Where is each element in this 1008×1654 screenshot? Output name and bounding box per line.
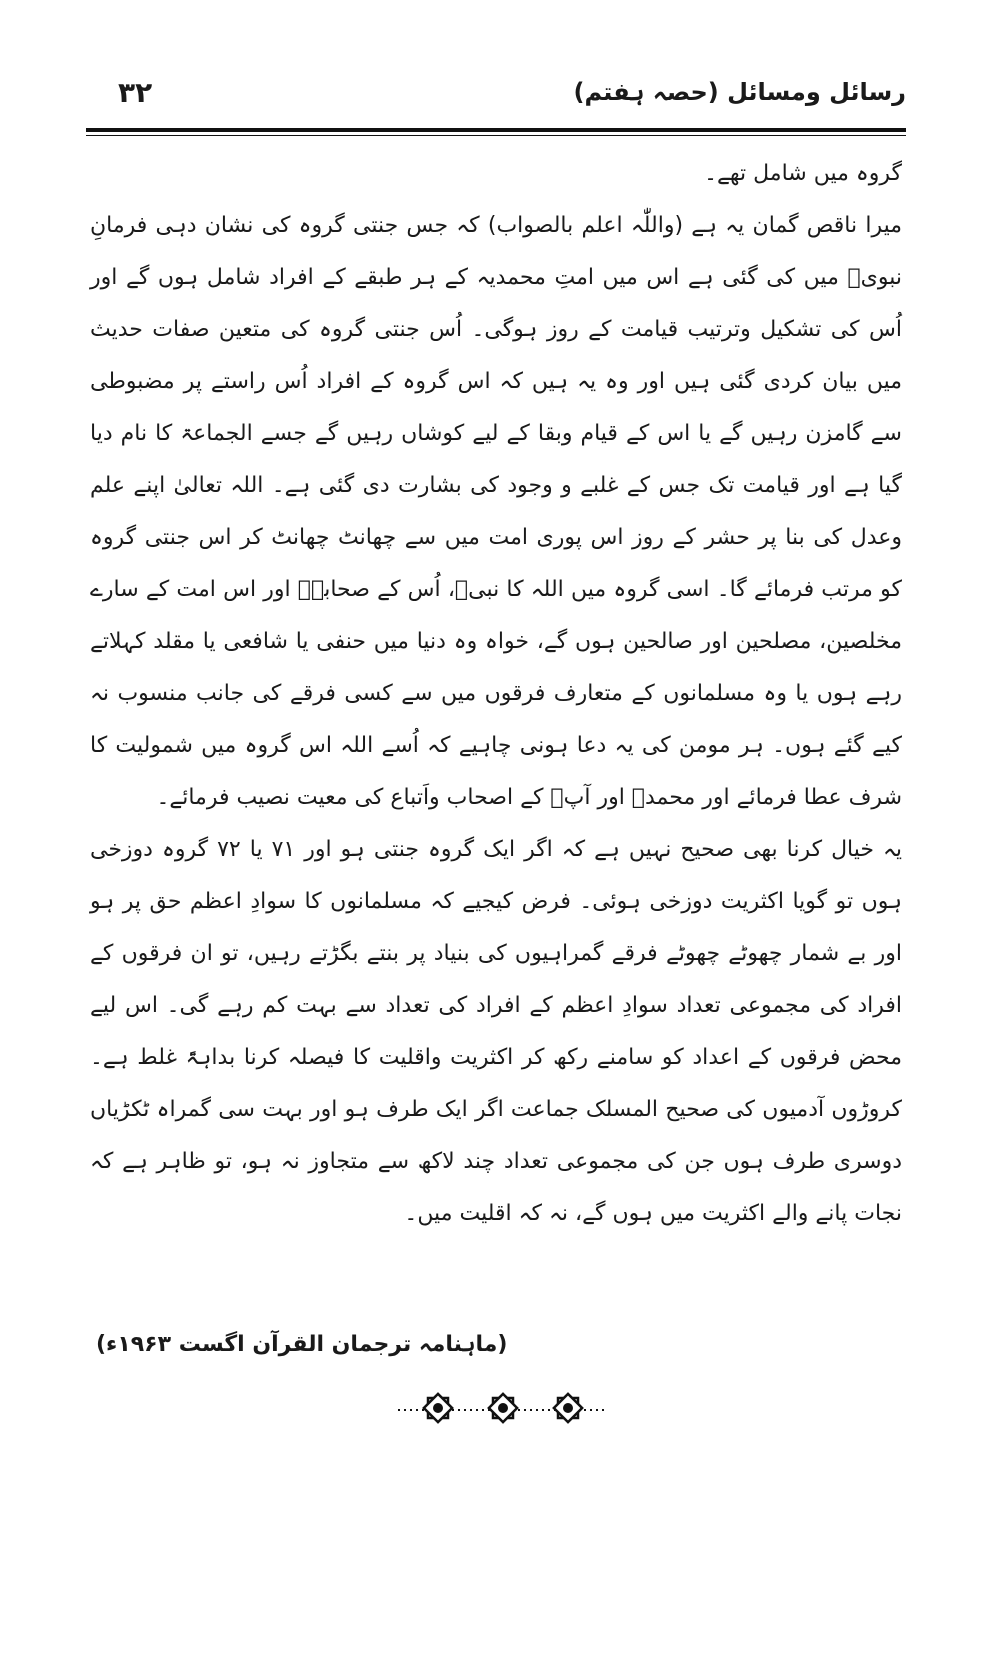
paragraph-continuation: گروہ میں شامل تھے۔ [704,161,902,186]
paragraph-majority-minority: یہ خیال کرنا بھی صحیح نہیں ہے کہ اگر ایک گروہ جنتی ہو اور ۷۱ یا ۷۲ گروہ دوزخی ہوں تو گویا اکثریت دوزخی ہوئی۔ فرض کیجیے کہ مسلمانوں کا سوادِ اعظم حق پر ہو اور بے شمار چھوٹے چھوٹے فرقے گمراہیوں کی بنیاد پر بنتے بگڑتے رہیں، تو ان فرقوں کے افراد کی مجموعی تعداد سوادِ اعظم کے افراد کی تعداد سے بہت کم رہے گی۔ اس لیے محض فرقوں کے اعداد کو سامنے رکھ کر اکثریت واقلیت کا فیصلہ کرنا بداہۃً غلط ہے۔ کروڑوں آدمیوں کی صحیح المسلک جماعت اگر ایک طرف ہو اور بہت سی گمراہ ٹکڑیاں دوسری طرف ہوں جن کی مجموعی تعداد چند لاکھ سے متجاوز نہ ہو، تو ظاہر ہے کہ نجات پانے والے اکثریت میں ہوں گے، نہ کہ اقلیت میں۔ [90,837,902,1226]
flower-ornament-icon [489,1394,517,1422]
paragraph-jannati-group: میرا ناقص گمان یہ ہے (واللّٰہ اعلم بالصواب) کہ جس جنتی گروہ کی نشان دہی فرمانِ نبویؐ میں کی گئی ہے اس میں امتِ محمدیہ کے ہر طبقے کے افراد شامل ہوں گے اور اُس کی تشکیل وترتیب قیامت کے روز ہوگی۔ اُس جنتی گروہ کی متعین صفات حدیث میں بیان کردی گئی ہیں اور وہ یہ ہیں کہ اس گروہ کے افراد اُس راستے پر مضبوطی سے گامزن رہیں گے یا اس کے قیام وبقا کے لیے کوشاں رہیں گے جسے الجماعۃ کا نام دیا گیا ہے اور قیامت تک جس کے غلبے و وجود کی بشارت دی گئی ہے۔ اللہ تعالیٰ اپنے علم وعدل کی بنا پر حشر کے روز اس پوری امت میں سے چھانٹ چھانٹ کر اس جنتی گروہ کو مرتب فرمائے گا۔ اسی گروہ میں اللہ کا نبیؐ، اُس کے صحابہؓ اور اس امت کے سارے مخلصین، مصلحین اور صالحین ہوں گے، خواہ وہ دنیا میں حنفی یا شافعی یا مقلد کہلاتے رہے ہوں یا وہ مسلمانوں کے متعارف فرقوں میں سے کسی فرقے کی جانب منسوب نہ کیے گئے ہوں۔ ہر مومن کی یہ دعا ہونی چاہیے کہ اُسے اللہ اس گروہ میں شمولیت کا شرف عطا فرمائے اور محمدؐ اور آپؐ کے اصحاب واَتباع کی معیت نصیب فرمائے۔ [90,213,902,810]
body-text [90,148,902,1240]
source-citation: (ماہنامہ ترجمان القرآن اگست ۱۹۶۳ء) [96,1332,508,1357]
page-number: ۳۲ [118,76,153,109]
header-rule-thick [86,128,906,132]
flower-ornament-icon [424,1394,452,1422]
running-title: رسائل ومسائل (حصہ ہفتم) [573,78,906,106]
page-header [86,72,906,130]
end-ornament [398,1388,608,1428]
header-rule-thin [86,135,906,136]
flower-ornament-icon [554,1394,582,1422]
